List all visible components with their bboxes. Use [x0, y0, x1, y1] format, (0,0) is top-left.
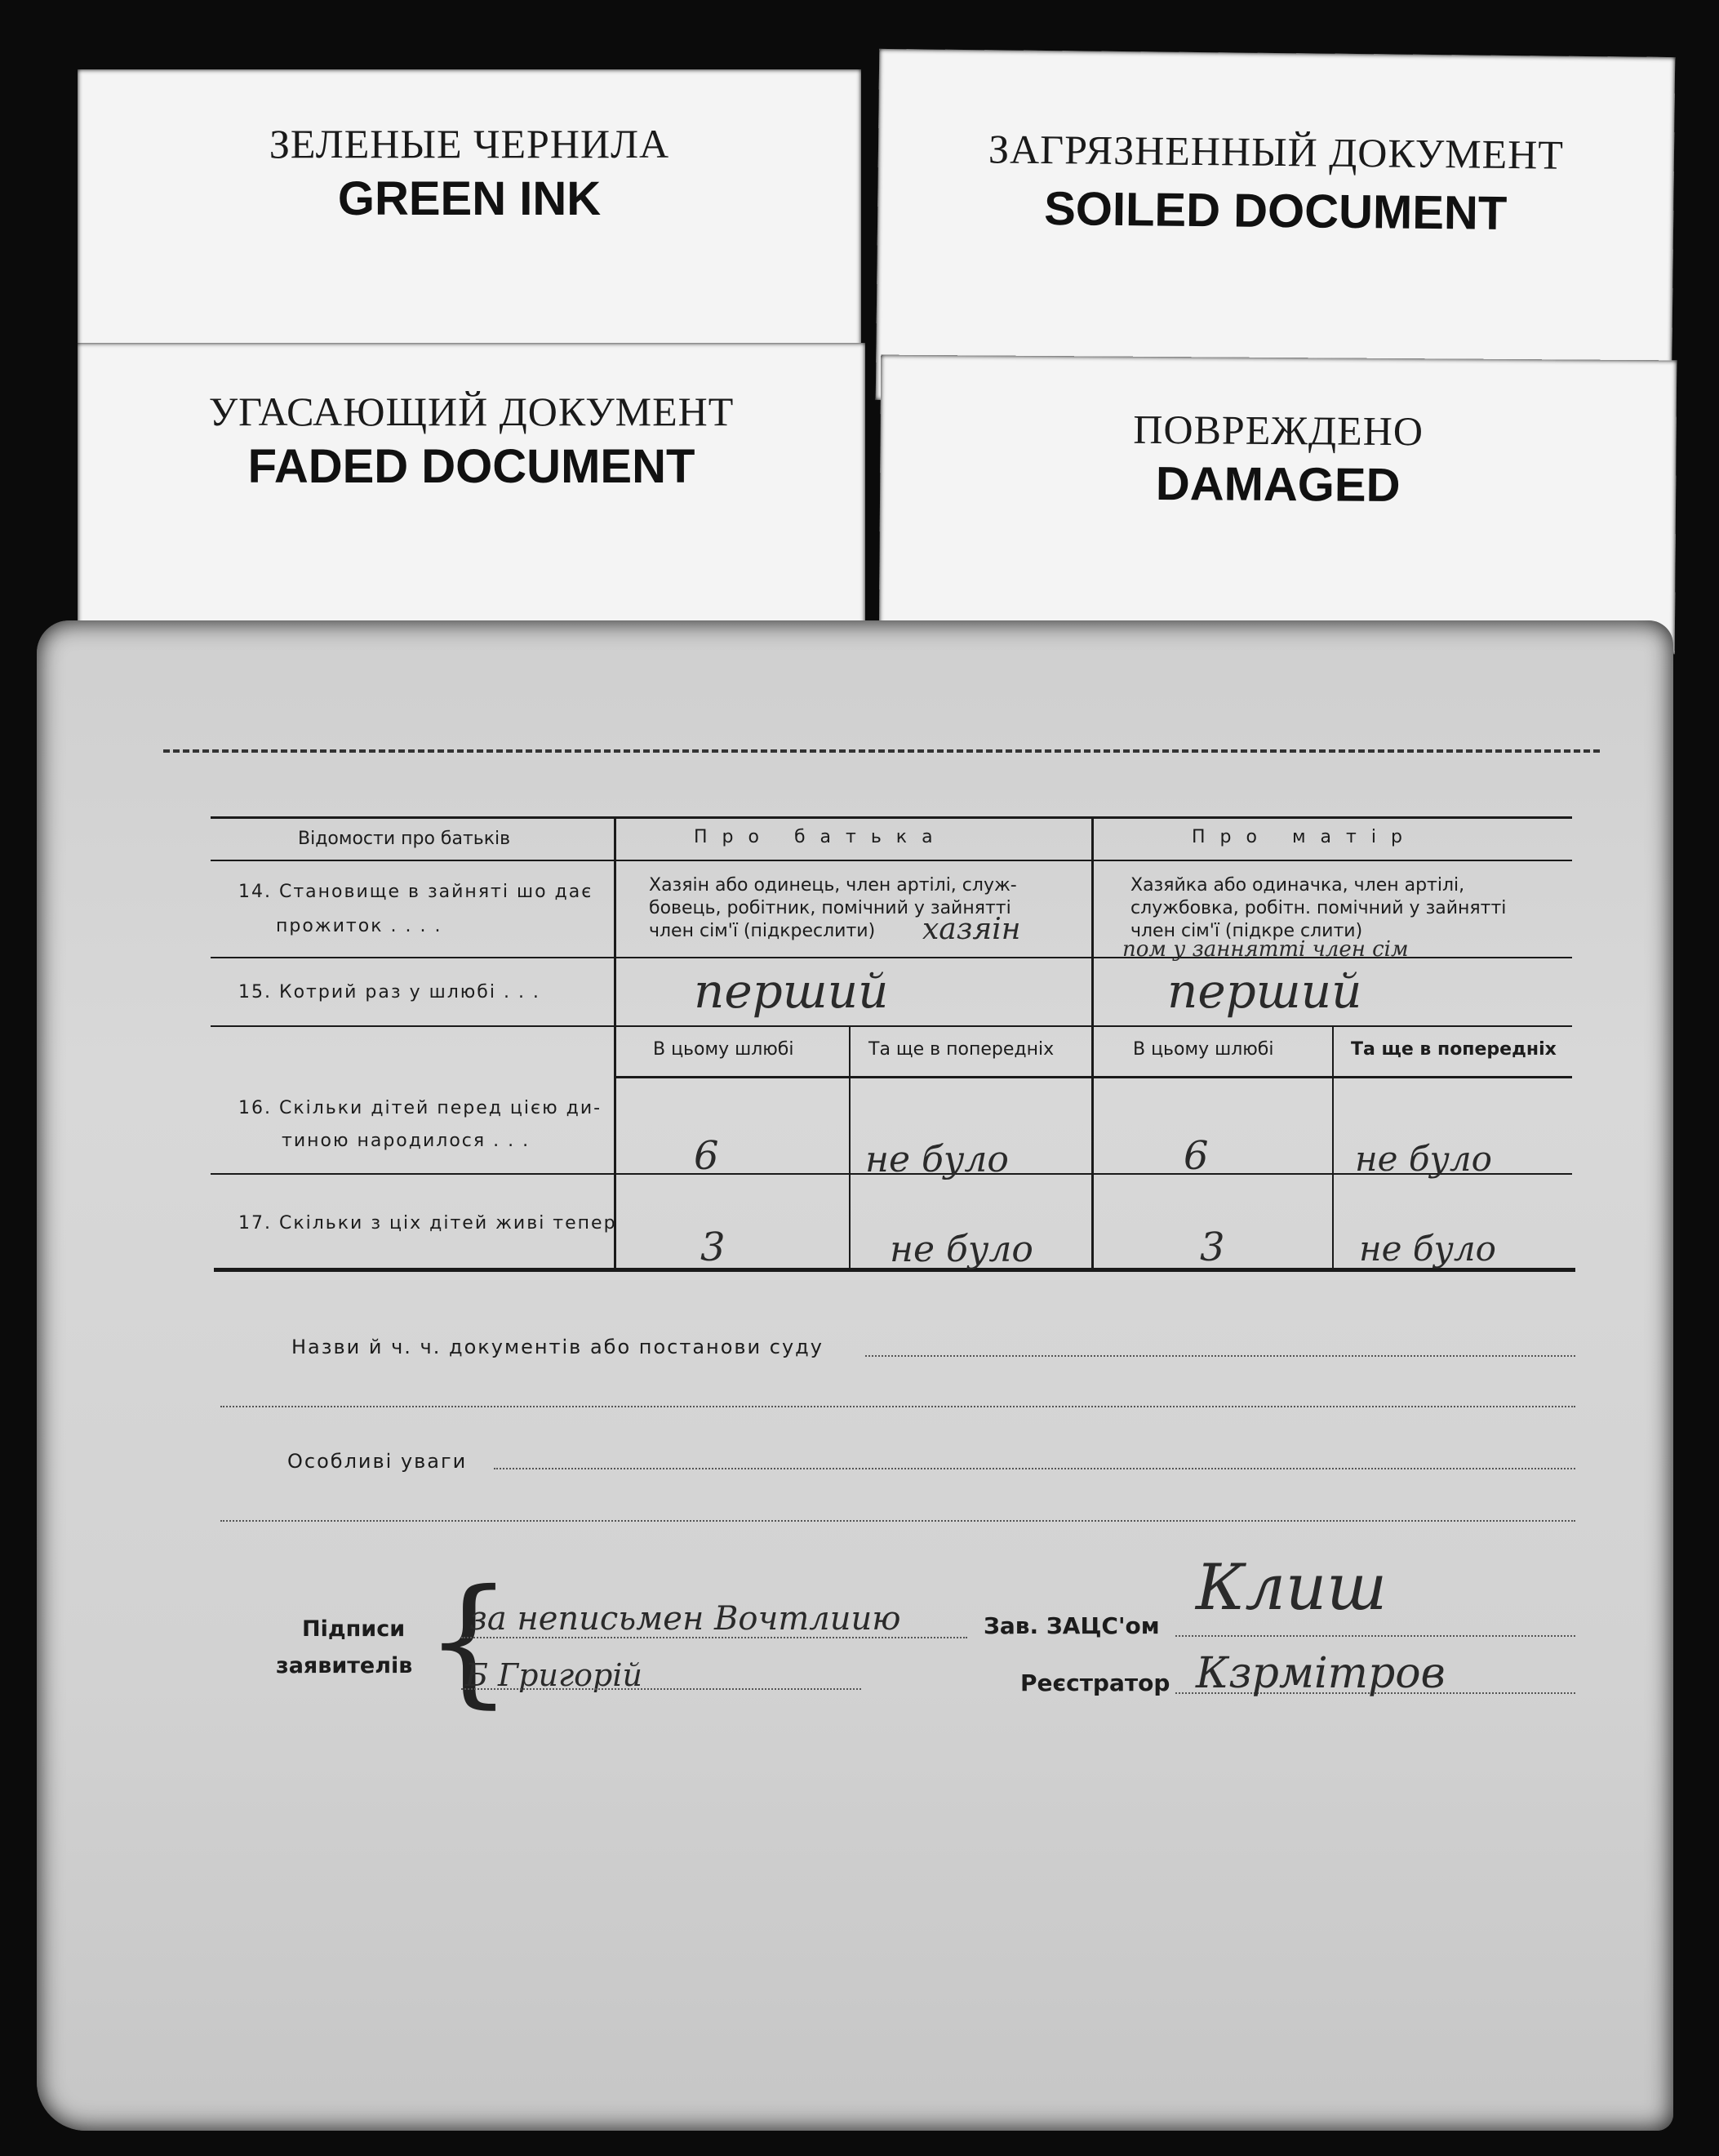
- notes-label: Особливі уваги: [287, 1450, 468, 1473]
- sub-mother-previous: Та ще в попередніх: [1351, 1039, 1557, 1060]
- row16-mother-prev: не було: [1355, 1139, 1492, 1179]
- row16-father-prev: не було: [865, 1139, 1009, 1180]
- faded-en: FADED DOCUMENT: [247, 440, 695, 493]
- header-parents-info: Відомости про батьків: [298, 829, 511, 849]
- soiled-ru: ЗАГРЯЗНЕННЫЙ ДОКУМЕНТ: [988, 126, 1565, 178]
- row17-mother-this: 3: [1200, 1225, 1225, 1270]
- applicants-label-1: Підписи: [302, 1616, 406, 1642]
- row17-mother-prev: не було: [1359, 1229, 1496, 1269]
- head-signature: Клиш: [1196, 1551, 1388, 1625]
- sub-father-previous: Та ще в попередніх: [868, 1039, 1055, 1060]
- soiled-document-card: [876, 49, 1675, 408]
- registrar-label: Реєстратор: [1020, 1669, 1170, 1696]
- signature-brace: {: [424, 1560, 513, 1722]
- faded-document-card: [78, 343, 865, 637]
- row14-father-2: бовець, робітник, помічний у зайнятті: [649, 898, 1011, 918]
- row16-label-1: 16. Скільки дітей перед цією ди-: [238, 1098, 602, 1118]
- applicants-label-2: заявителів: [276, 1653, 413, 1678]
- row14-mother-3: член сім'ї (підкре слити): [1130, 921, 1363, 941]
- header-father: Про батька: [694, 827, 948, 847]
- table-top-line: [211, 816, 1572, 819]
- row14-father-1: Хазяін або одинець, член артілі, служ-: [649, 875, 1017, 896]
- documents-label: Назви й ч. ч. документів або постанови суду: [291, 1336, 824, 1358]
- sub-mother-this-marriage: В цьому шлюбі: [1133, 1039, 1274, 1060]
- registrar-signature: Кзрмітров: [1196, 1649, 1446, 1698]
- applicant-signature-1: за неписьмен Вочтлиию: [469, 1600, 901, 1638]
- green-ink-en: GREEN INK: [337, 172, 602, 225]
- row16-father-this: 6: [694, 1133, 719, 1179]
- damaged-card: [879, 355, 1677, 655]
- applicant-signature-2: Б Григорій: [465, 1657, 642, 1693]
- row15-mother-handwritten: перший: [1167, 963, 1362, 1019]
- row14-mother-2: службовка, робітн. помічний у зайнятті: [1130, 898, 1507, 918]
- tear-line: [163, 749, 1600, 753]
- row17-father-this: 3: [700, 1225, 726, 1270]
- soiled-en: SOILED DOCUMENT: [1043, 182, 1508, 240]
- row16-label-2: тиною народилося . . .: [282, 1131, 531, 1151]
- head-zags-label: Зав. ЗАЦС'ом: [984, 1612, 1160, 1639]
- header-mother: Про матір: [1192, 827, 1417, 847]
- row14-mother-handwritten: пом у заннятті член сім: [1122, 937, 1409, 962]
- row17-label: 17. Скільки з ціх дітей живі тепер: [238, 1213, 617, 1234]
- damaged-ru: ПОВРЕЖДЕНО: [1133, 406, 1424, 455]
- green-ink-ru: ЗЕЛЕНЫЕ ЧЕРНИЛА: [269, 121, 670, 167]
- faded-ru: УГАСАЮЩИЙ ДОКУМЕНТ: [208, 389, 735, 434]
- sub-father-this-marriage: В цьому шлюбі: [653, 1039, 794, 1060]
- row14-father-handwritten: хазяін: [922, 913, 1021, 946]
- row14-mother-1: Хазяйка або одиначка, член артілі,: [1130, 875, 1465, 896]
- row14-label-2: прожиток . . . .: [276, 916, 442, 936]
- row15-father-handwritten: перший: [694, 963, 889, 1019]
- row14-father-3: член сім'ї (підкреслити): [649, 921, 876, 941]
- row17-father-prev: не було: [890, 1229, 1033, 1270]
- row16-mother-this: 6: [1184, 1133, 1209, 1179]
- damaged-en: DAMAGED: [1155, 456, 1401, 513]
- row15-label: 15. Котрий раз у шлюбі . . .: [238, 982, 540, 1002]
- row14-label-1: 14. Становище в зайняті шо дає: [238, 882, 593, 902]
